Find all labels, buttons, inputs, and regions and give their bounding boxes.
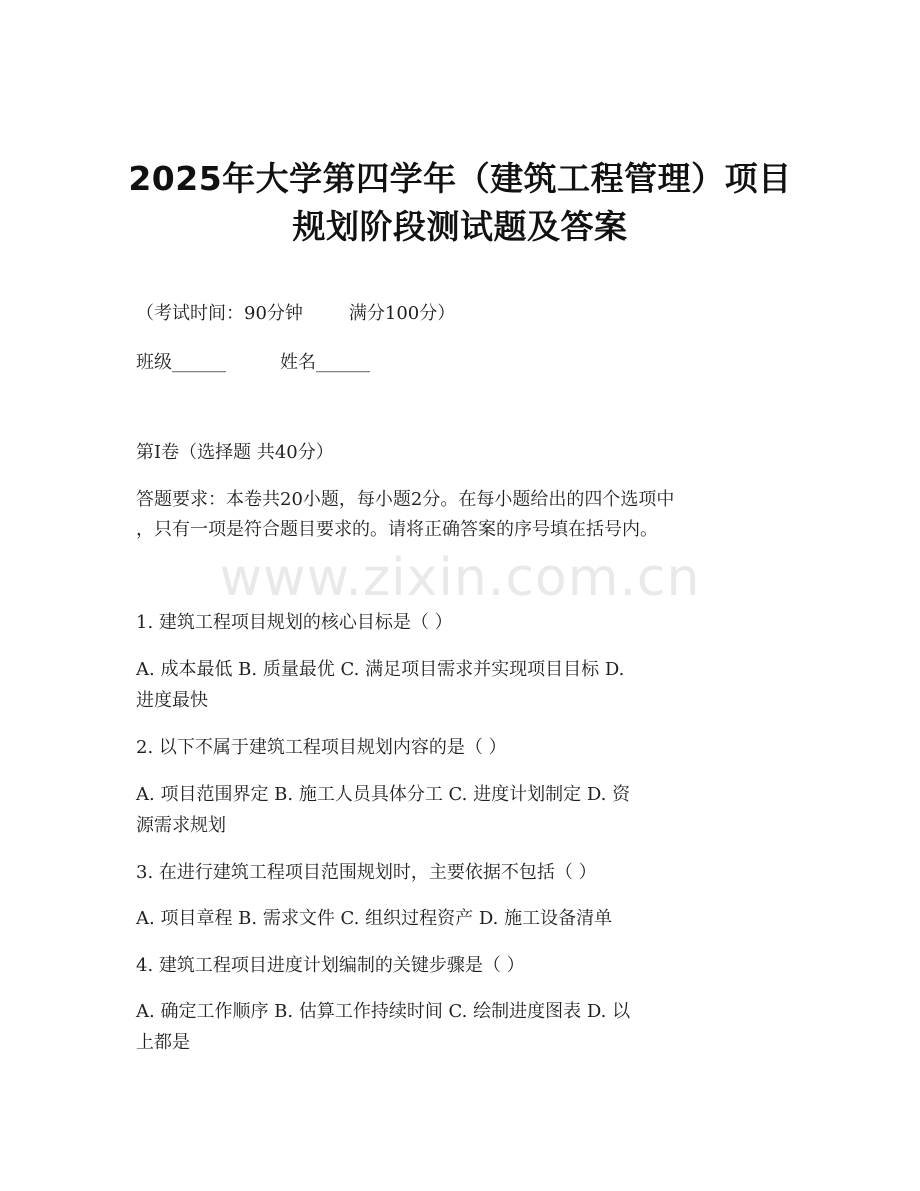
section-heading: 第I卷（选择题 共40分） [136,442,334,463]
exam-score: 满分100分） [348,303,456,324]
question-4-options-line-1: A. 确定工作顺序 B. 估算工作持续时间 C. 绘制进度图表 D. 以 [136,1001,631,1022]
question-1-options-line-1: A. 成本最低 B. 质量最优 C. 满足项目需求并实现项目目标 D. [136,659,625,680]
class-field: 班级______ [136,352,226,373]
exam-info [136,301,455,327]
instructions-line-1: 答题要求：本卷共20小题，每小题2分。在每小题给出的四个选项中 [136,489,675,510]
question-1-stem: 1. 建筑工程项目规划的核心目标是（ ） [136,612,453,633]
document-title-line-2: 规划阶段测试题及答案 [292,207,628,246]
watermark: www.zixin.com.cn [219,548,701,608]
name-field: 姓名______ [280,352,370,373]
question-4-options-line-2: 上都是 [136,1032,190,1053]
question-2-options-line-1: A. 项目范围界定 B. 施工人员具体分工 C. 进度计划制定 D. 资 [136,784,631,805]
question-4-stem: 4. 建筑工程项目进度计划编制的关键步骤是（ ） [136,955,525,976]
question-2-options-line-2: 源需求规划 [136,815,226,836]
document-title-line-1: 2025年大学第四学年（建筑工程管理）项目 [128,159,792,198]
instructions-line-2: ，只有一项是符合题目要求的。请将正确答案的序号填在括号内。 [136,519,658,540]
exam-time: （考试时间：90分钟 [136,303,303,324]
question-1-options-line-2: 进度最快 [136,690,208,711]
question-3-options-line-1: A. 项目章程 B. 需求文件 C. 组织过程资产 D. 施工设备清单 [136,908,613,929]
question-3-stem: 3. 在进行建筑工程项目范围规划时，主要依据不包括（ ） [136,862,597,883]
question-2-stem: 2. 以下不属于建筑工程项目规划内容的是（ ） [136,737,507,758]
student-fields [136,350,370,376]
